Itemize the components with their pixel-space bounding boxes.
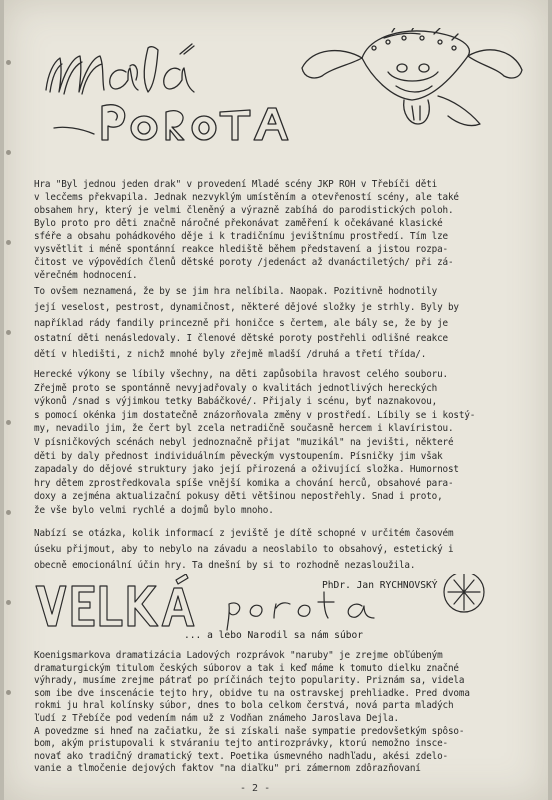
document-page — [4, 0, 548, 800]
caricature-illustration — [292, 28, 532, 138]
velka-porota-logo — [24, 574, 494, 634]
article-paragraph: Nabízí se otázka, kolik informací z jeviště je dítě schopné v určitém časovém úseku přijmout, aby to nebylo na závadu a neoslabilo to obsahový, estetický i obecně emocionální účin hry. Ta dnešní by si to rozhodně nezasloužila. — [34, 528, 454, 571]
article-paragraph: To ovšem neznamená, že by se jim hra nelíbila. Naopak. Pozitivně hodnotily její veselost, pestrost, dynamičnost, některé dějové složky je strhly. Byly by například rády fandily princezně při honičce s čertem, ale bály se, že by je ostatní děti nenásledovaly. I členové dětské poroty postřehli odlišné reakce dětí v hledišti, z nichž mnohé byly zřejmě mladší /druhá a třetí třída/. — [34, 286, 459, 361]
page-number: - 2 - — [240, 783, 271, 794]
article-subheading: ... a lebo Narodil sa nám súbor — [184, 630, 364, 641]
binder-hole — [6, 690, 11, 695]
binder-hole — [6, 420, 11, 425]
mala-porota-logo — [24, 28, 324, 148]
binder-hole — [6, 60, 11, 65]
binder-hole — [6, 240, 11, 245]
article-paragraph: Hra "Byl jednou jeden drak" v provedení Mladé scény JKP ROH v Třebíči děti v lecčems překvapila. Jednak nezvyklým umístěním a otevřeností scény, ale také obsahem hry, který je velmi členěný a výrazně zabíhá do parodistických poloh. Bylo proto pro děti značně náročné překonávat zaměření k očekávané klasické sféře a obsahu pohádkového děje i k tradičnímu jevištnímu prostředí. Tím lze vysvětlit i méně spontánní reakce hlediště během představení a jistou rozpa- čitost ve výpovědích členů dětské poroty /jedenáct až dvanáctiletých/ při zá- věrečném hodnocení. — [34, 179, 459, 281]
author-signature: PhDr. Jan RYCHNOVSKÝ — [322, 580, 438, 591]
binder-hole — [6, 150, 11, 155]
article-paragraph: Koenigsmarkova dramatizácia Ladových rozprávok "naruby" je zrejme obľúbeným dramaturgickým titulom českých súborov a tak i keď máme k tomuto dielku značné výhrady, musíme zrejme pátrať po príčinách tejto popularity. Priznám sa, videla som ibe dve inscenácie tejto hry, obidve tu na ostravskej prehliadke. Pred dvoma rokmi ju hral kolínsky súbor, dnes to bola celkom čerstvá, nová parta mladých ľudí z Třebíče pod vedením nám už z Vodňan známeho Jaroslava Dejla. A povedzme si hneď na začiatku, že si získali naše sympatie predovšetkým spôso- bom, akým pristupovali k stváraniu tejto antirozprávky, ktorú nemožno insce- novať ako tradičný dramatický text. Poetika úsmevného nadhľadu, akési zdelo- vanie a tlmočenie dejových faktov "na diaľku" pri zámernom zdôrazňovaní — [34, 650, 470, 775]
binder-hole — [6, 510, 11, 515]
binder-hole — [6, 600, 11, 605]
article-paragraph: Herecké výkony se líbily všechny, na děti zapůsobila hravost celého souboru. Zřejmě proto se spontánně nevyjadřovaly o kvalitách jednotlivých hereckých výkonů /snad s výjimkou tetky Babáčkové/. Přijaly i scénu, byť naznakovou, s pomocí okénka jim dostatečně znázorňovala změny v prostředí. Líbily se i kostý- my, nevadilo jim, že čert byl zcela netradičně současně hercem i klavíristou. V písničkových scénách nebyl jednoznačně přijat "muzikál" na jevišti, některé děti by daly přednost individuálním pěveckým vystoupením. Písničky jim však zapadaly do dějové struktury jako její přirozená a oživující složka. Humornost hry dětem zprostředkovala spíše vnější komika a chování herců, obsahové para- doxy a zejména aktualizační pokusy děti většinou nepostřehly. Snad i proto, že vše bylo velmi rychlé a dojmů bylo mnoho. — [34, 369, 476, 516]
binder-hole — [6, 330, 11, 335]
